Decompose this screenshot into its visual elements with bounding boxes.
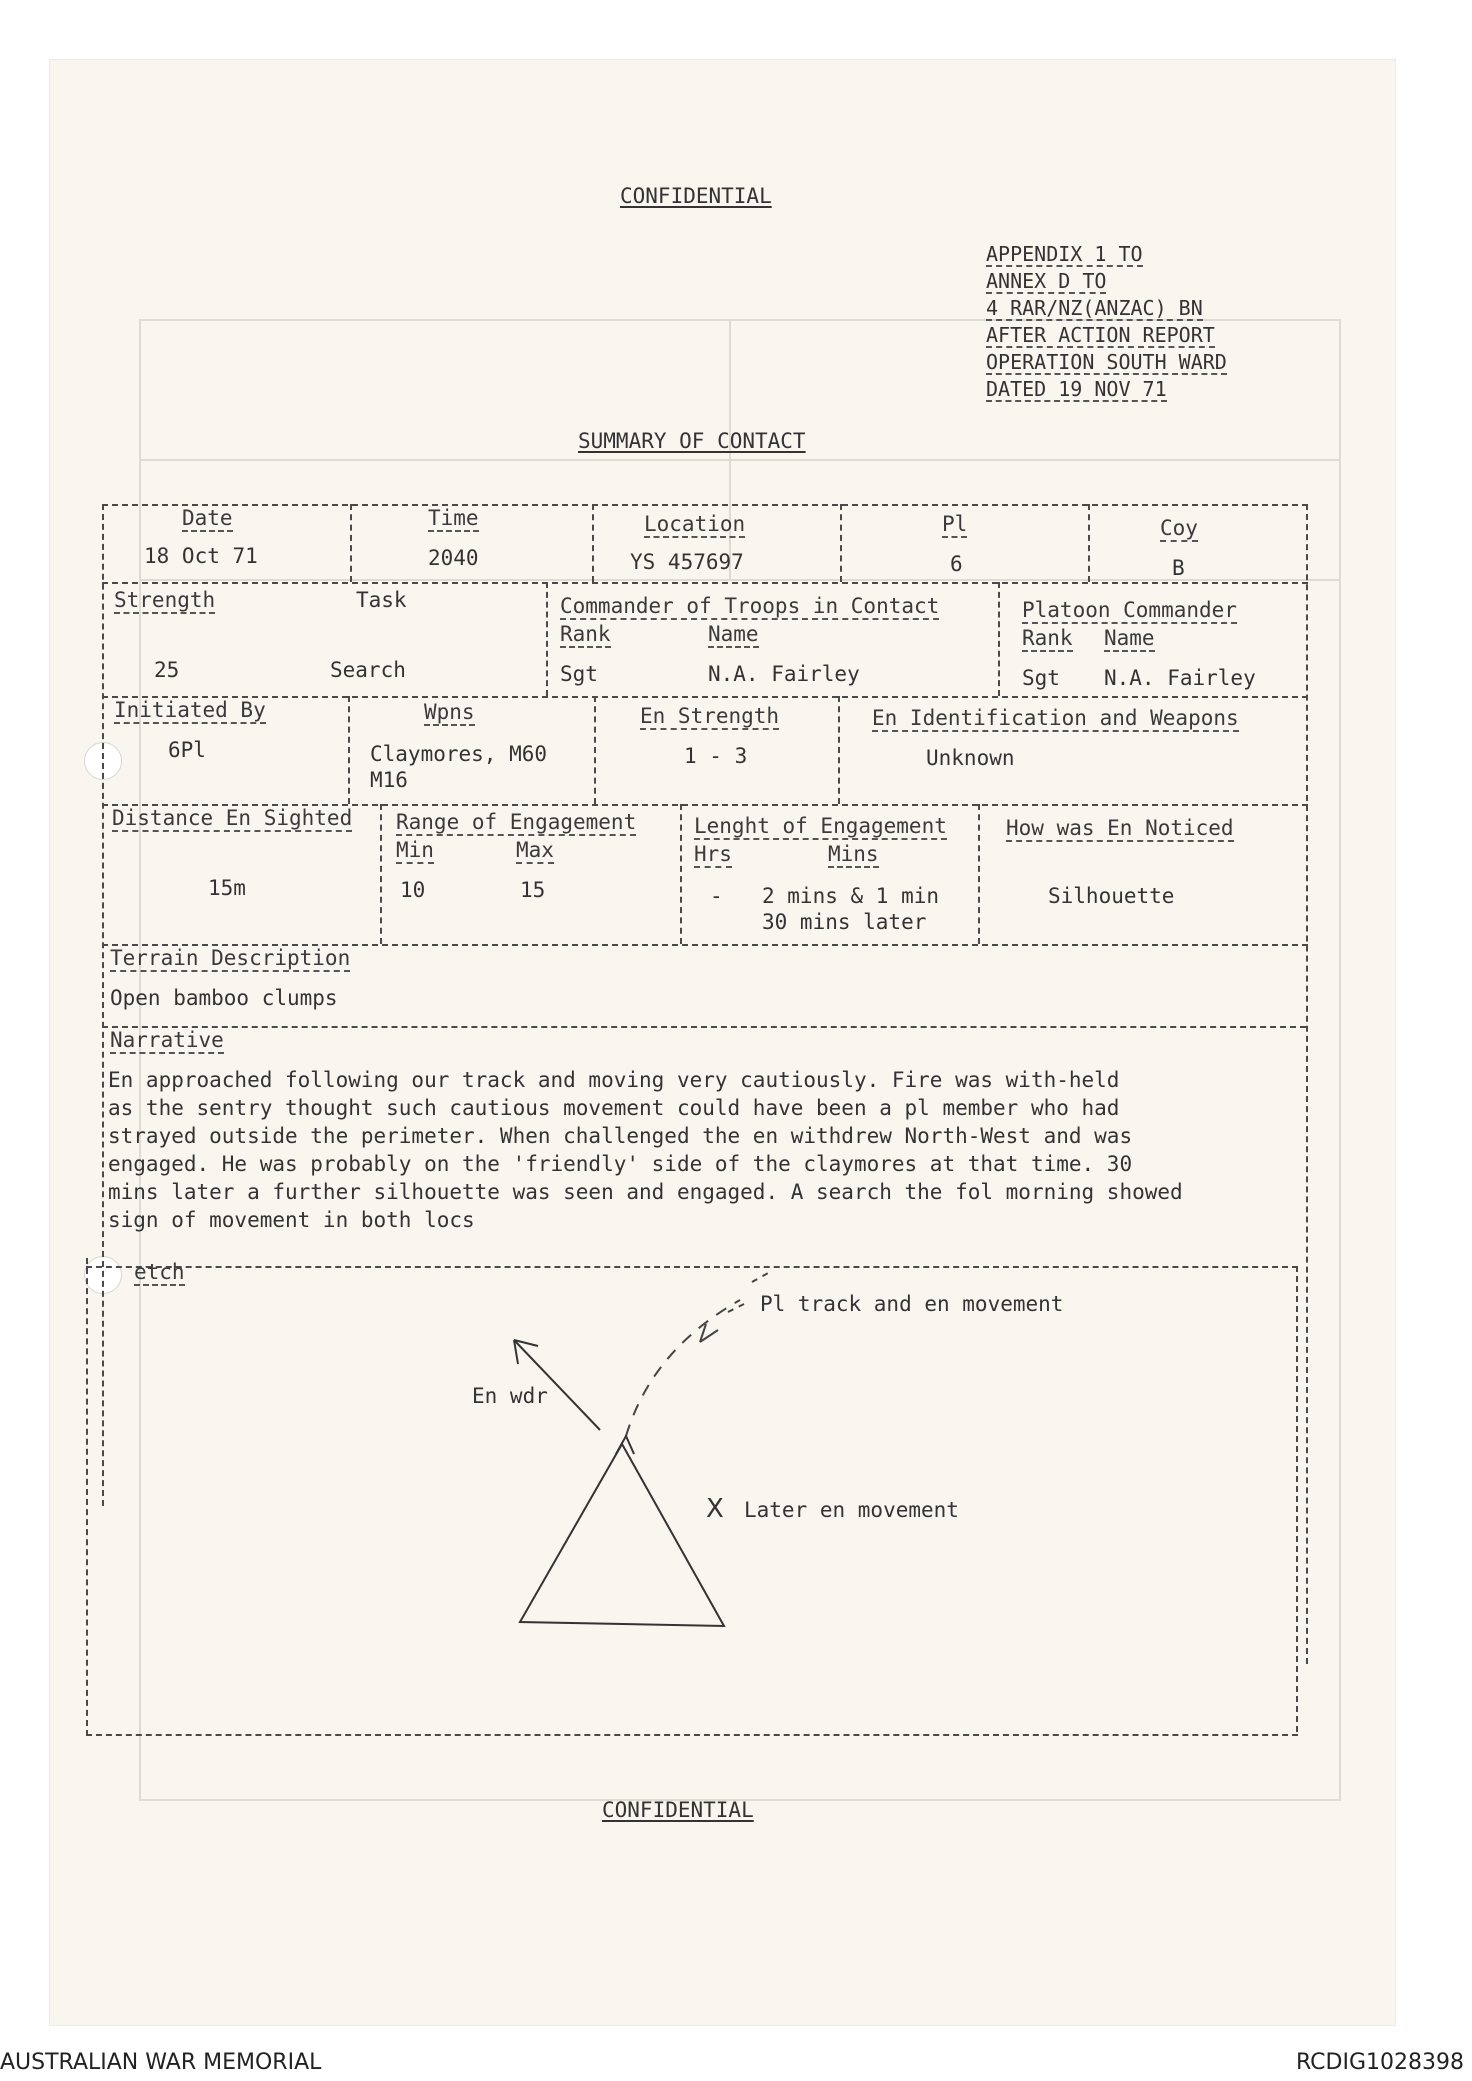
track-dashed-line — [626, 1300, 740, 1436]
narrative-line: En approached following our track and moving very cautiously. Fire was with-held — [108, 1068, 1120, 1092]
distance-label: Distance En Sighted — [112, 806, 353, 830]
narrative-line: engaged. He was probably on the 'friendly' side of the claymores at that time. 30 — [108, 1152, 1133, 1176]
commander-rank: Sgt — [560, 662, 598, 686]
coy-value: B — [1172, 556, 1185, 580]
length-mins-line1: 2 mins & 1 min — [762, 884, 940, 908]
narrative-line: as the sentry thought such cautious movement could have been a pl member who had — [108, 1096, 1120, 1120]
range-max-label: Max — [516, 838, 554, 862]
classification-top: CONFIDENTIAL — [620, 184, 772, 208]
date-label: Date — [182, 506, 233, 530]
wpns-label: Wpns — [424, 700, 475, 724]
commander-rank-label: Rank — [560, 622, 611, 646]
narrative-line: strayed outside the perimeter. When challenged the en withdrew North-West and was — [108, 1124, 1133, 1148]
terrain-label: Terrain Description — [110, 946, 351, 970]
task-value: Search — [330, 658, 406, 682]
en-identification-value: Unknown — [926, 746, 1015, 770]
appendix-line: DATED 19 NOV 71 — [986, 377, 1167, 401]
length-mins-label: Mins — [828, 842, 879, 866]
footer-id: RCDIG1028398 — [1295, 2050, 1464, 2075]
sketch-label: etch — [134, 1260, 185, 1284]
footer-source: AUSTRALIAN WAR MEMORIAL — [0, 2050, 322, 2075]
commander-name-label: Name — [708, 622, 759, 646]
pl-label: Pl — [942, 512, 968, 536]
pl-value: 6 — [950, 552, 963, 576]
range-min-label: Min — [396, 838, 434, 862]
track-arrow-2 — [728, 1304, 744, 1312]
narrative-line: sign of movement in both locs — [108, 1208, 475, 1232]
range-min-value: 10 — [400, 878, 426, 902]
wpns-value-line1: Claymores, M60 — [370, 742, 548, 766]
appendix-line: AFTER ACTION REPORT — [986, 323, 1215, 347]
distance-value: 15m — [208, 876, 246, 900]
later-movement-label: Later en movement — [744, 1498, 959, 1522]
how-noticed-value: Silhouette — [1048, 884, 1175, 908]
initiated-by-label: Initiated By — [114, 698, 266, 722]
coy-label: Coy — [1160, 516, 1198, 540]
narrative-line: mins later a further silhouette was seen and engaged. A search the fol morning showed — [108, 1180, 1183, 1204]
length-label: Lenght of Engagement — [694, 814, 947, 838]
location-label: Location — [644, 512, 746, 536]
withdraw-label: En wdr — [472, 1384, 548, 1408]
platoon-rank-label: Rank — [1022, 626, 1073, 650]
time-value: 2040 — [428, 546, 479, 570]
appendix-line: ANNEX D TO — [986, 269, 1107, 293]
later-movement-mark: X — [706, 1494, 724, 1524]
strength-label: Strength — [114, 588, 216, 612]
summary-title: SUMMARY OF CONTACT — [578, 429, 806, 453]
initiated-by-value: 6Pl — [168, 738, 206, 762]
harbour-triangle — [520, 1444, 724, 1626]
en-strength-label: En Strength — [640, 704, 780, 728]
appendix-line: 4 RAR/NZ(ANZAC) BN — [986, 296, 1203, 320]
platoon-name: N.A. Fairley — [1104, 666, 1256, 690]
terrain-value: Open bamboo clumps — [110, 986, 338, 1010]
en-identification-label: En Identification and Weapons — [872, 706, 1239, 730]
platoon-rank: Sgt — [1022, 666, 1060, 690]
track-leader — [752, 1272, 770, 1282]
platoon-name-label: Name — [1104, 626, 1155, 650]
appendix-line: OPERATION SOUTH WARD — [986, 350, 1227, 374]
date-value: 18 Oct 71 — [144, 544, 258, 568]
strength-value: 25 — [154, 658, 180, 682]
track-arrow-1 — [700, 1324, 718, 1342]
commander-label: Commander of Troops in Contact — [560, 594, 940, 618]
wpns-value-line2: M16 — [370, 768, 408, 792]
narrative-label: Narrative — [110, 1028, 224, 1052]
task-label: Task — [356, 588, 407, 612]
length-hrs-value: - — [710, 884, 723, 908]
location-value: YS 457697 — [630, 550, 744, 574]
range-label: Range of Engagement — [396, 810, 637, 834]
appendix-line: APPENDIX 1 TO — [986, 242, 1143, 266]
en-strength-value: 1 - 3 — [684, 744, 748, 768]
platoon-commander-label: Platoon Commander — [1022, 598, 1237, 622]
range-max-value: 15 — [520, 878, 546, 902]
length-hrs-label: Hrs — [694, 842, 732, 866]
how-noticed-label: How was En Noticed — [1006, 816, 1234, 840]
commander-name: N.A. Fairley — [708, 662, 860, 686]
classification-bottom: CONFIDENTIAL — [602, 1798, 754, 1822]
track-label: Pl track and en movement — [760, 1292, 1064, 1316]
time-label: Time — [428, 506, 479, 530]
length-mins-line2: 30 mins later — [762, 910, 927, 934]
